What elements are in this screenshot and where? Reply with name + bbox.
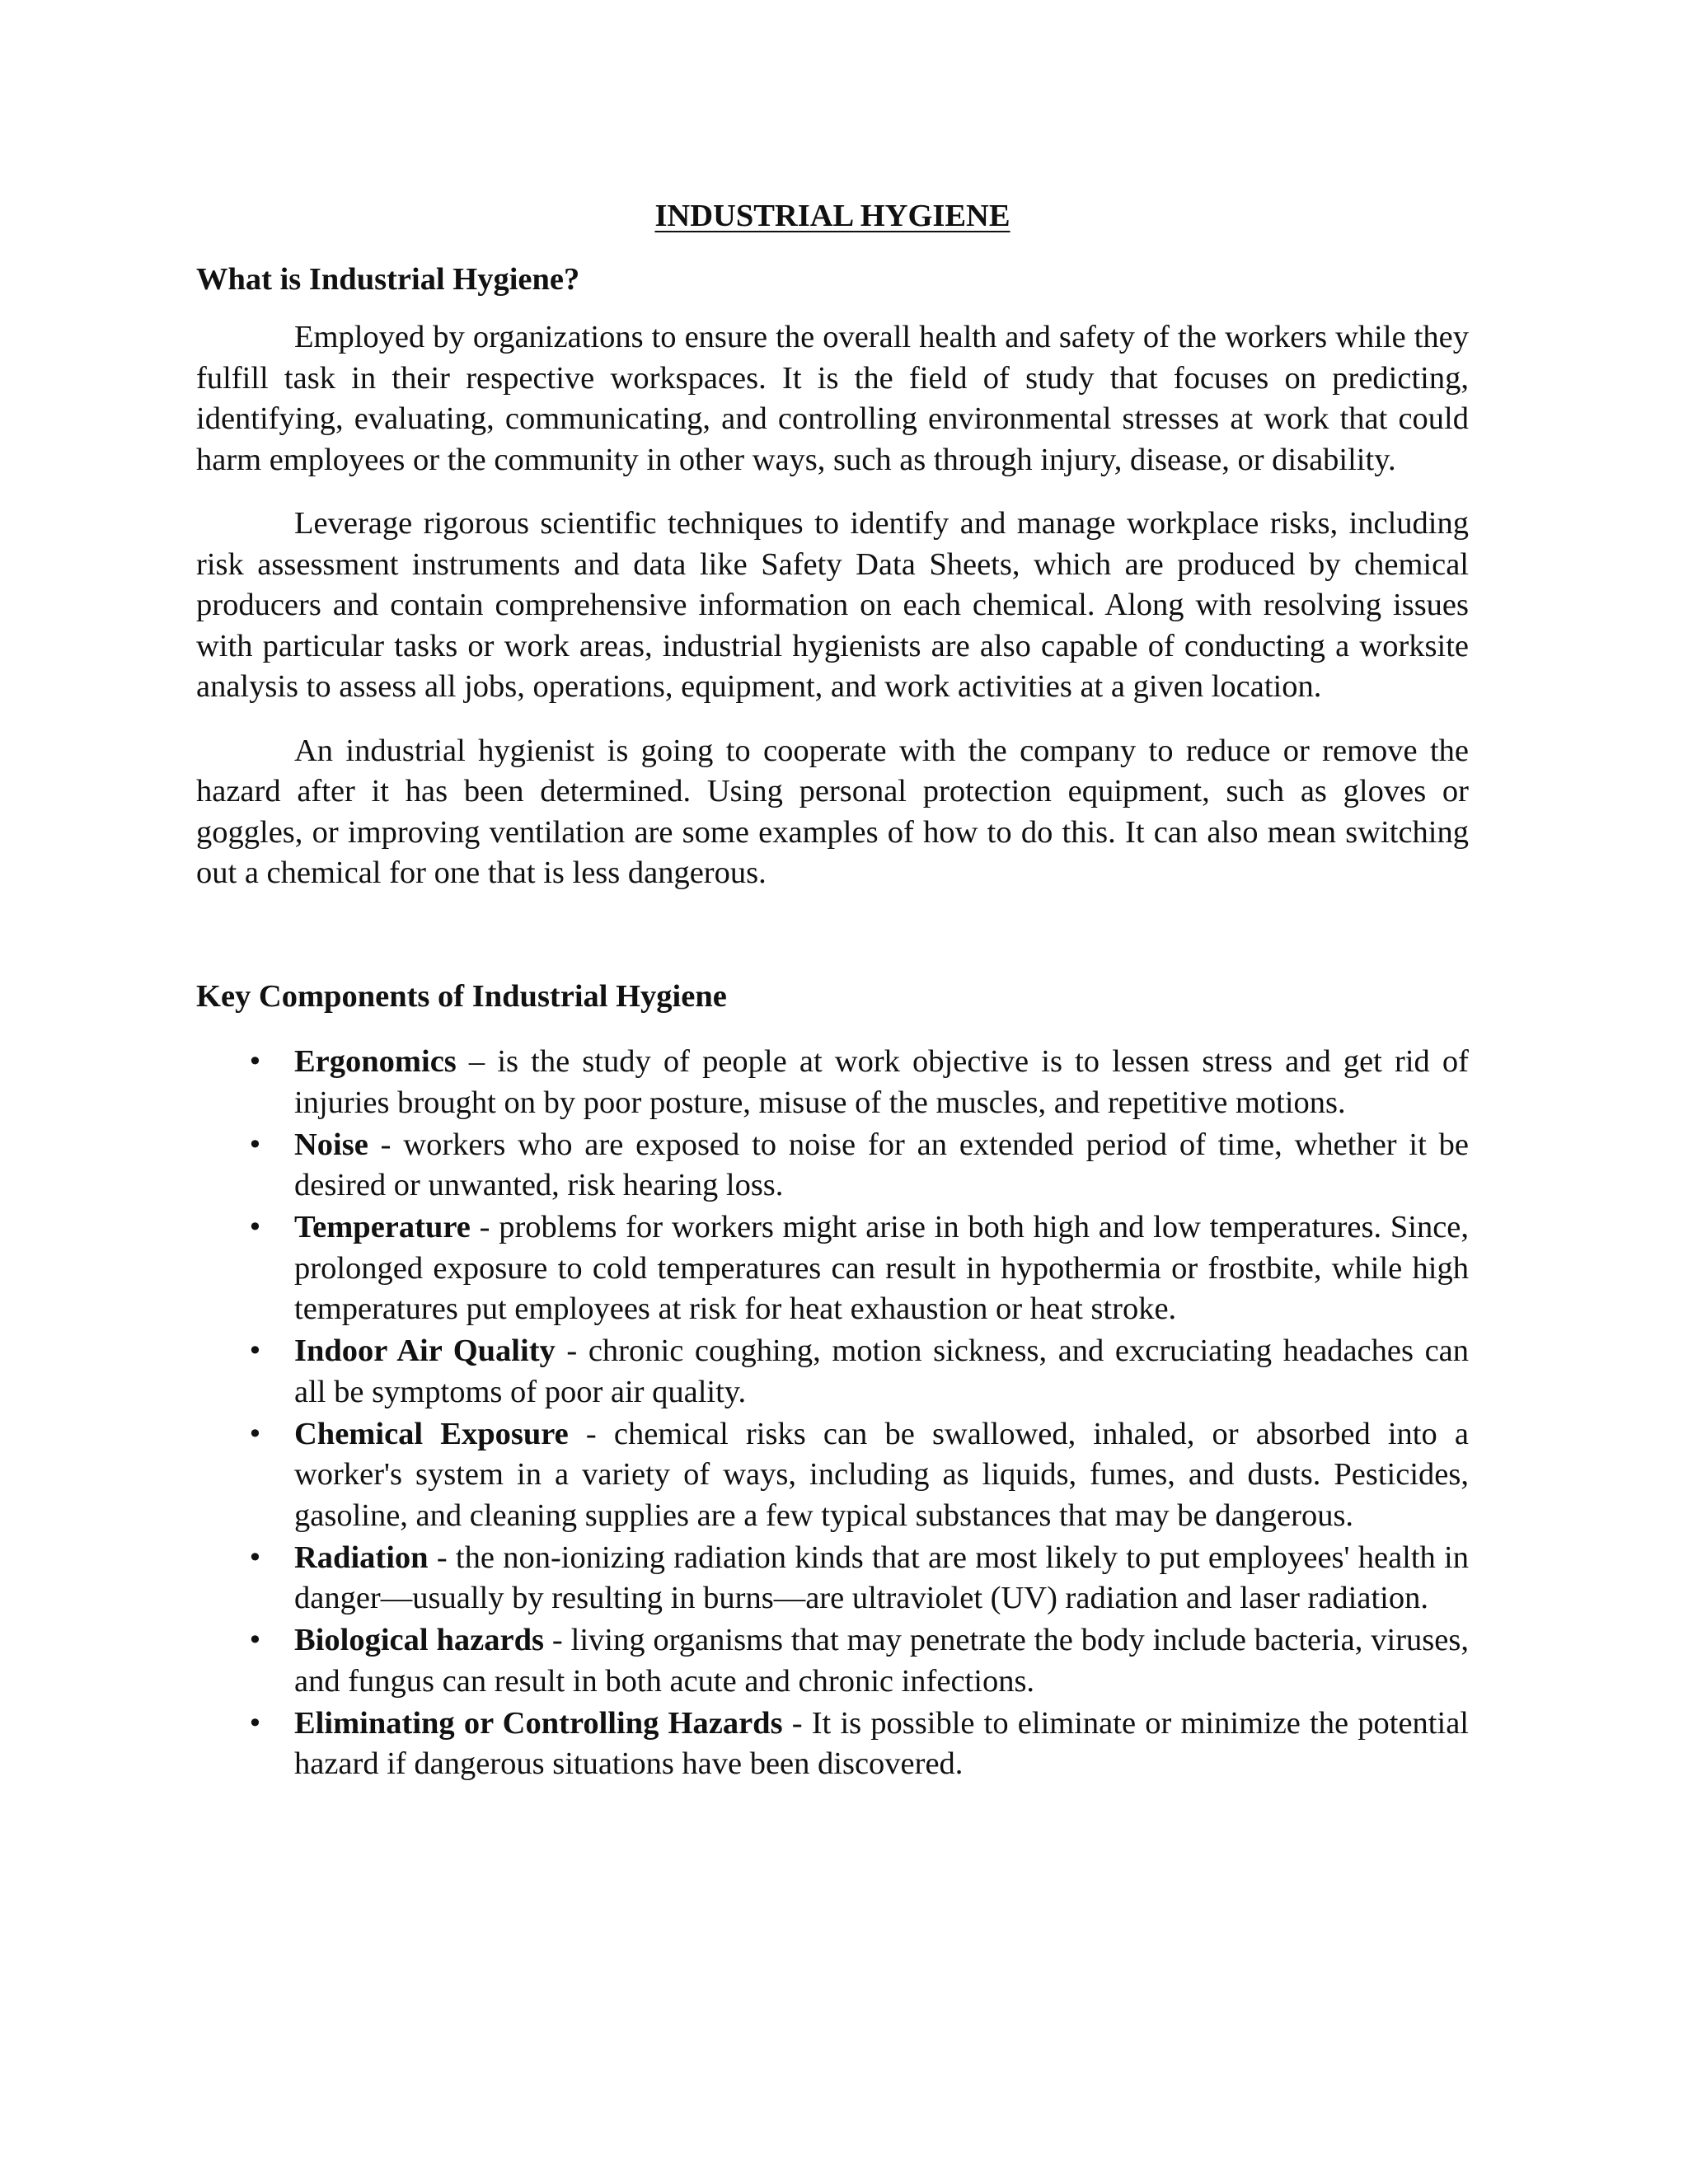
list-item-text: - problems for workers might arise in both high and low temperatures. Since, prolonged exposure to cold temperatures can result in hypothermia or frostbite, while high temperatures put employees at risk for heat exhaustion or heat stroke. — [294, 1210, 1469, 1326]
list-item-term: Biological hazards — [294, 1623, 544, 1657]
bullet-icon: • — [247, 1128, 263, 1160]
list-item-term: Indoor Air Quality — [294, 1333, 556, 1368]
list-item-text: - the non-ionizing radiation kinds that are most likely to put employees' health in danger—usually by resulting in burns—are ultraviolet (UV) radiation and laser radiation. — [294, 1540, 1469, 1615]
list-item-text: - workers who are exposed to noise for an extended period of time, whether it be desired or unwanted, risk hearing loss. — [294, 1127, 1469, 1202]
key-components-list — [196, 1042, 1469, 1785]
bullet-icon: • — [247, 1624, 263, 1656]
bullet-icon: • — [247, 1418, 263, 1450]
bullet-icon: • — [247, 1707, 263, 1739]
list-item-term: Radiation — [294, 1540, 429, 1575]
document-title: INDUSTRIAL HYGIENE — [654, 199, 1010, 233]
paragraph-2: Leverage rigorous scientific techniques to identify and manage workplace risks, including risk assessment instruments and data like Safety Data Sheets, which are produced by chemical producers and contain comprehensive information on each chemical. Along with resolving issues with particular tasks or work areas, industrial hygienists are also capable of conducting a worksite analysis to assess all jobs, operations, equipment, and work activities at a given location. — [196, 506, 1469, 704]
list-item-term: Chemical Exposure — [294, 1416, 569, 1451]
list-item-biological-hazards — [196, 1620, 1469, 1702]
document-page — [196, 196, 1469, 1786]
list-item-term: Ergonomics — [294, 1044, 457, 1079]
paragraph-3: An industrial hygienist is going to cooperate with the company to reduce or remove the hazard after it has been determined. Using personal protection equipment, such as gloves or goggles, or improving ventilation are some examples of how to do this. It can also mean switching out a chemical for one that is less dangerous. — [196, 733, 1469, 890]
list-item-chemical-exposure — [196, 1414, 1469, 1537]
paragraph-1: Employed by organizations to ensure the overall health and safety of the workers while they fulfill task in their respective workspaces. It is the field of study that focuses on predicting, identifying, evaluating, communicating, and controlling environmental stresses at work that could harm employees or the community in other ways, such as through injury, disease, or disability. — [196, 320, 1469, 477]
list-item-indoor-air-quality — [196, 1331, 1469, 1413]
bullet-icon: • — [247, 1046, 263, 1077]
list-item-text: - chronic coughing, motion sickness, and excruciating headaches can all be symptoms of poor air quality. — [294, 1333, 1469, 1409]
bullet-icon: • — [247, 1541, 263, 1573]
list-item-term: Eliminating or Controlling Hazards — [294, 1705, 783, 1741]
list-item-term: Noise — [294, 1127, 368, 1162]
bullet-icon: • — [247, 1212, 263, 1243]
section-heading-key-components: Key Components of Industrial Hygiene — [196, 978, 727, 1014]
list-item-noise — [196, 1125, 1469, 1207]
list-item-text: - living organisms that may penetrate the body include bacteria, viruses, and fungus can result in both acute and chronic infections. — [294, 1623, 1469, 1699]
list-item-text: - It is possible to eliminate or minimize the potential hazard if dangerous situations have been discovered. — [294, 1705, 1469, 1781]
list-item-eliminating-controlling-hazards — [196, 1704, 1469, 1785]
list-item-text: – is the study of people at work objective is to lessen stress and get rid of injuries brought on by poor posture, misuse of the muscles, and repetitive motions. — [294, 1044, 1469, 1120]
list-item-text: - chemical risks can be swallowed, inhaled, or absorbed into a worker's system in a variety of ways, including as liquids, fumes, and dusts. Pesticides, gasoline, and cleaning supplies are a few typical substances that may be dangerous. — [294, 1416, 1469, 1533]
section-heading-what-is: What is Industrial Hygiene? — [196, 261, 580, 297]
list-item-term: Temperature — [294, 1210, 471, 1244]
list-item-radiation — [196, 1538, 1469, 1619]
bullet-icon: • — [247, 1335, 263, 1366]
list-item-temperature — [196, 1207, 1469, 1330]
list-item-ergonomics — [196, 1042, 1469, 1123]
